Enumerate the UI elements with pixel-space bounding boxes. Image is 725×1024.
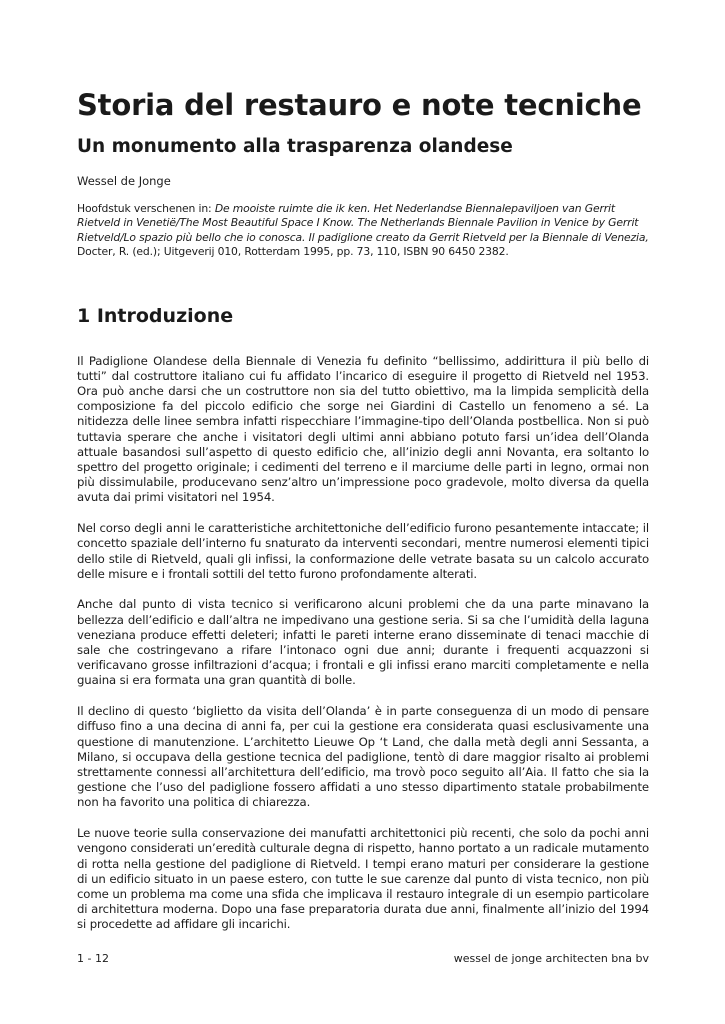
page-number: 1 - 12	[77, 952, 109, 965]
document-page	[77, 88, 649, 948]
paragraph: Anche dal punto di vista tecnico si verificarono alcuni problemi che da una parte minavano la bellezza dell’edificio e dall’altra ne impedivano una gestione seria. Si sa che l’umidità della laguna veneziana produce effetti deleteri; infatti le pareti interne erano disseminate di tenaci macchie di sale che costringevano a rifare l’intonaco ogni due anni; durante i frequenti acquazzoni si verificavano grosse infiltrazioni d’acqua; i frontali e gli infissi erano marciti completamente e nella guaina si era formata una gran quantità di bolle.	[77, 597, 649, 688]
author-name: Wessel de Jonge	[77, 174, 171, 188]
citation-book-title: De mooiste ruimte die ik ken. Het Nederlandse Biennalepaviljoen van Gerrit Rietveld in Venetië/The Most Beautiful Space I Know. The Netherlands Biennale Pavilion in Venice by Gerrit Rietveld/Lo spazio più bello che io conosca. Il padiglione creato da Gerrit Rietveld per la Biennale di Venezia,	[77, 202, 649, 244]
paragraph: Nel corso degli anni le caratteristiche architettoniche dell’edificio furono pesantemente intaccate; il concetto spaziale dell’interno fu snaturato da interventi secondari, mentre numerosi elementi tipici dello stile di Rietveld, quali gli infissi, la conformazione delle vetrate basata su un calcolo accurato delle misure e i frontali sottili del tetto furono profondamente alterati.	[77, 521, 649, 581]
firm-name: wessel de jonge architecten bna bv	[453, 952, 649, 965]
citation-prefix: Hoofdstuk verschenen in:	[77, 202, 215, 215]
document-title: Storia del restauro e note tecniche	[77, 88, 642, 122]
paragraph: Il declino di questo ‘biglietto da visita dell’Olanda’ è in parte conseguenza di un modo di pensare diffuso fino a una decina di anni fa, per cui la gestione era considerata quasi esclusivamente una questione di manutenzione. L’architetto Lieuwe Op ‘t Land, che dalla metà degli anni Sessanta, a Milano, si occupava della gestione tecnica del padiglione, tentò di dare maggior risalto ai problemi strettamente connessi all’architettura dell’edificio, ma trovò poco seguito all’Aia. Il fatto che sia la gestione che l’uso del padiglione fossero affidati a uno stesso dipartimento statale probabilmente non ha favorito una politica di chiarezza.	[77, 704, 649, 810]
page-footer	[77, 952, 649, 966]
section-heading: 1 Introduzione	[77, 304, 234, 327]
document-subtitle: Un monumento alla trasparenza olandese	[77, 136, 513, 157]
section-body	[77, 354, 649, 933]
paragraph: Il Padiglione Olandese della Biennale di Venezia fu definito “bellissimo, addirittura il più bello di tutti” dal costruttore italiano cui fu affidato l’incarico di eseguire il progetto di Rietveld nel 1953. Ora può anche darsi che un costruttore non sia del tutto obiettivo, ma la limpida semplicità della composizione fa del piccolo edificio che sorge nei Giardini di Castello un fenomeno a sé. La nitidezza delle linee sembra infatti rispecchiare l’immagine-tipo dell’Olanda postbellica. Non si può tuttavia sperare che anche i visitatori degli ultimi anni abbiano potuto farsi un’idea dell’Olanda attuale basandosi sull’aspetto di questo edificio che, all’inizio degli anni Novanta, era soltanto lo spettro del progetto originale; i cedimenti del terreno e il marciume delle parti in legno, ormai non più dissimulabile, producevano senz’altro un’impressione poco gradevole, molto diversa da quella avuta dai primi visitatori nel 1954.	[77, 353, 649, 505]
citation	[77, 202, 649, 260]
citation-suffix: Docter, R. (ed.); Uitgeverij 010, Rotterdam 1995, pp. 73, 110, ISBN 90 6450 2382.	[77, 245, 509, 259]
paragraph: Le nuove teorie sulla conservazione dei manufatti architettonici più recenti, che solo da pochi anni vengono considerati un’eredità culturale degna di rispetto, hanno portato a un radicale mutamento di rotta nella gestione del padiglione di Rietveld. I tempi erano maturi per considerare la gestione di un edificio situato in un paese estero, con tutte le sue carenze dal punto di vista tecnico, non più come un problema ma come una sfida che implicava il restauro integrale di un esempio particolare di architettura moderna. Dopo una fase preparatoria durata due anni, finalmente all’inizio del 1994 si procedette ad affidare gli incarichi.	[77, 826, 649, 932]
